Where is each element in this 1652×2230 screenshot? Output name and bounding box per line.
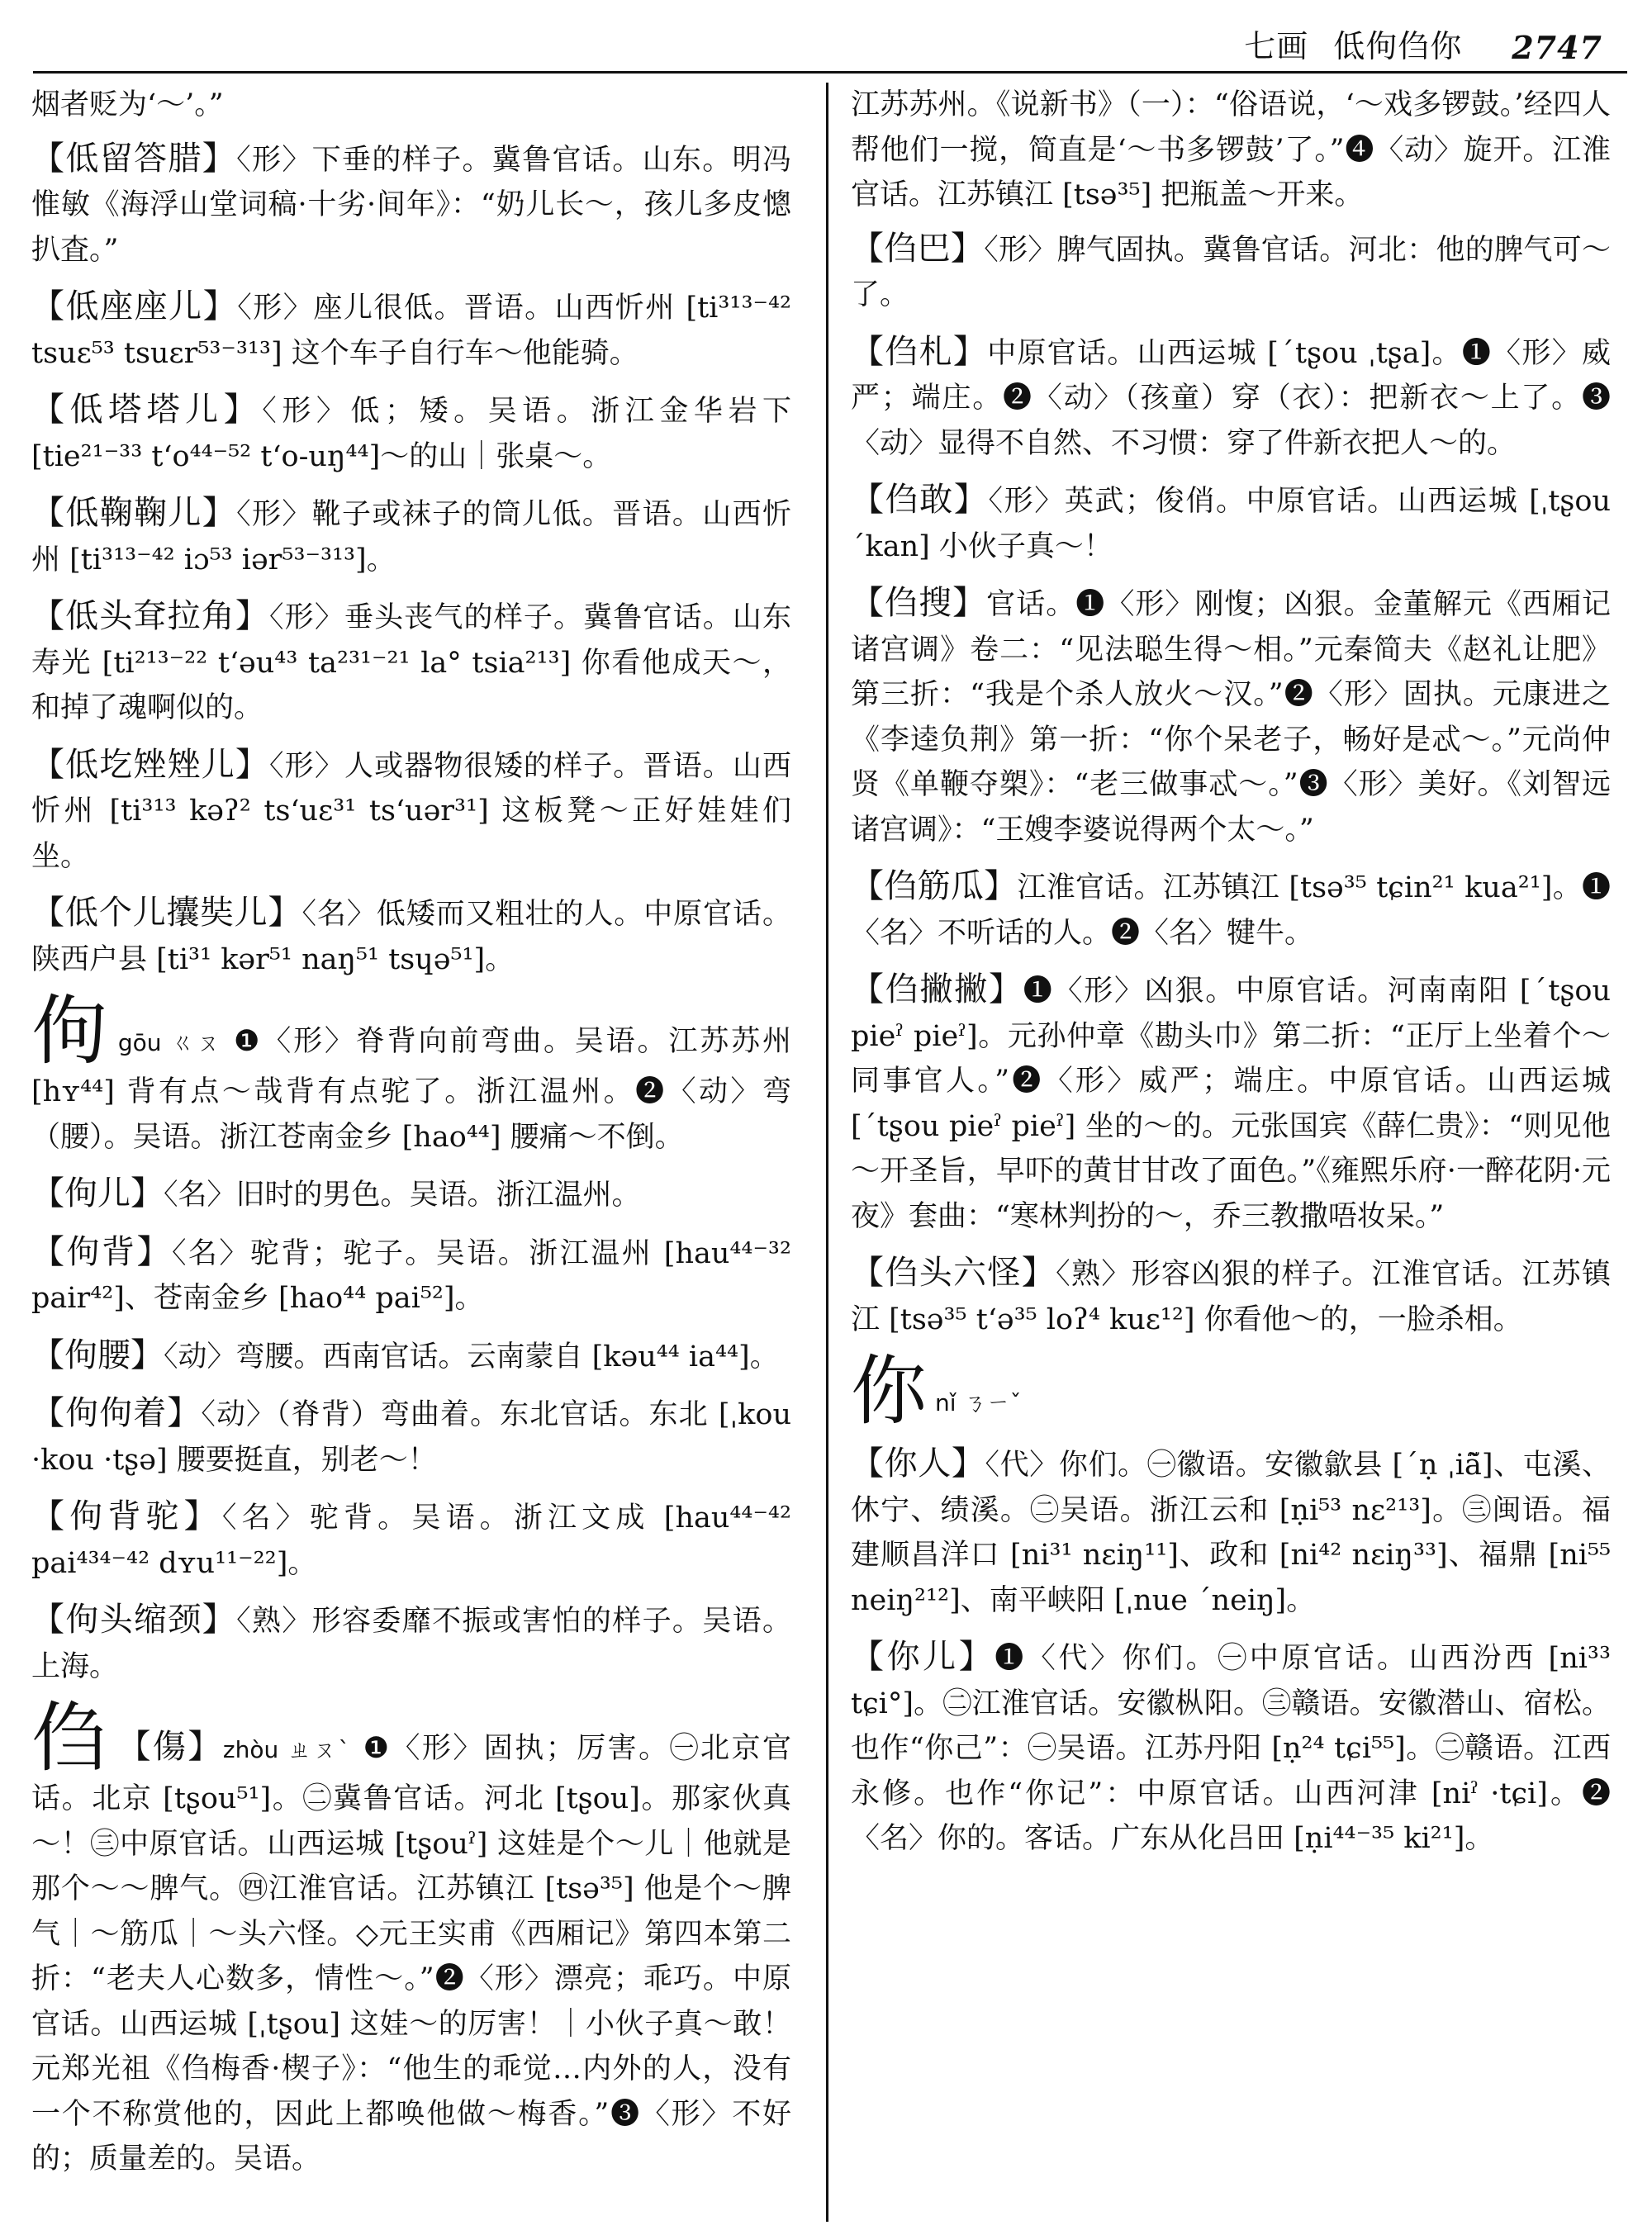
entry-headword: 【佝背驼】	[31, 1497, 222, 1535]
word-entry	[851, 1250, 1611, 1342]
word-entry	[851, 581, 1611, 852]
entry-continuation	[851, 83, 1611, 218]
header-rule	[33, 71, 1627, 74]
entry-headword: 【㑇撇撇】	[851, 970, 1023, 1008]
word-entry	[851, 1441, 1611, 1623]
word-entry	[31, 136, 791, 273]
character-entry	[31, 1694, 791, 2182]
entry-definition: 江苏苏州。《说新书》（一）：“俗语说，‘～戏多锣鼓。’经四人帮他们一搅，简直是‘～书多锣鼓’了。”❹〈动〉旋开。江淮官话。江苏镇江 [tsə³⁵] 把瓶盖～开来。	[851, 88, 1611, 211]
entry-headword: 【低留答腊】	[31, 139, 237, 178]
entry-definition: ❶〈形〉凶狠。中原官话。河南南阳 [ˊtʂou pieˀ pieˀ]。元孙仲章《勘头巾》第二折：“正厅上坐着个～同事官人。”❷〈形〉威严；端庄。中原官话。山西运城 [ˊtʂou pieˀ pieˀ] 坐的～的。元张国宾《薛仁贵》：“则见他～开圣旨，早吓的黄甘甘改了面色。”《雍熙乐府·一醉花阴·元夜》套曲：“寒林判扮的～，乔三教撒唔妆呆。”	[851, 975, 1611, 1233]
header-characters: 低佝㑇你	[1333, 28, 1463, 64]
entry-definition: ❶〈形〉脊背向前弯曲。吴语。江苏苏州 [hʏ⁴⁴] 背有点～哉背有点驼了。浙江温州。❷〈动〉弯（腰）。吴语。浙江苍南金乡 [hao⁴⁴] 腰痛～不倒。	[31, 1025, 791, 1154]
entry-definition: 烟者贬为‘～’。”	[31, 88, 224, 121]
entry-headword: 【你儿】	[851, 1638, 995, 1676]
entry-definition: 〈形〉人或器物很矮的样子。晋语。山西忻州 [ti³¹³ kəʔ² tsʻuɛ³¹ tsʻuər³¹] 这板凳～正好娃娃们坐。	[31, 749, 791, 873]
word-entry	[851, 477, 1611, 569]
entry-headword: 【佝头缩颈】	[31, 1601, 237, 1639]
entry-definition: 〈名〉驼背。吴语。浙江文成 [hau⁴⁴⁻⁴² pai⁴³⁴⁻⁴² dʏu¹¹⁻²²]。	[31, 1502, 791, 1580]
word-entry	[851, 226, 1611, 318]
word-entry	[31, 594, 791, 731]
entry-headword: 【㑇敢】	[851, 481, 989, 519]
word-entry	[31, 491, 791, 582]
word-entry	[31, 890, 791, 982]
word-entry	[31, 1597, 791, 1689]
entry-definition: ❶〈形〉固执；厉害。㊀北京官话。北京 [tʂou⁵¹]。㊁冀鲁官话。河北 [tʂou]。那家伙真～！㊂中原官话。山西运城 [tʂouˀ] 这娃是个～儿｜他就是那个～～脾气。㊃江淮官话。江苏镇江 [tsə³⁵] 他是个～脾气｜～筋瓜｜～头六怪。◇元王实甫《西厢记》第四本第二折：“老夫人心数多，情性～。”❷〈形〉漂亮；乖巧。中原官话。山西运城 [ˌtʂou] 这娃～的厉害！｜小伙子真～敢！元郑光祖《㑇梅香·楔子》：“他生的乖觉…内外的人，没有一个不称赏他的，因此上都唤他做～梅香。”❸〈形〉不好的；质量差的。吴语。	[31, 1732, 791, 2175]
entry-definition: 〈动〉弯腰。西南官话。云南蒙自 [kəu⁴⁴ ia⁴⁴]。	[164, 1340, 779, 1374]
entry-headword: 【低鞠鞠儿】	[31, 494, 237, 532]
word-entry	[31, 1333, 791, 1380]
word-entry	[851, 1635, 1611, 1862]
character-entry	[851, 1347, 1611, 1435]
entry-definition: 〈形〉脾气固执。冀鲁官话。河北：他的脾气可～了。	[851, 233, 1611, 311]
word-entry	[851, 864, 1611, 956]
word-entry	[851, 330, 1611, 467]
character-headword: 佝	[31, 987, 110, 1075]
entry-definition: 〈熟〉形容委靡不振或害怕的样子。吴语。上海。	[31, 1605, 791, 1683]
word-entry	[31, 743, 791, 880]
right-column	[851, 83, 1611, 2213]
page-number: 2747	[1512, 29, 1602, 66]
character-entry	[31, 987, 791, 1160]
entry-continuation	[31, 83, 791, 128]
entry-headword: 【㑇筋瓜】	[851, 867, 1018, 905]
column-divider	[826, 83, 828, 2222]
entry-definition: 〈形〉靴子或袜子的筒儿低。晋语。山西忻州 [ti³¹³⁻⁴² iɔ⁵³ iər⁵³⁻³¹³]。	[31, 498, 791, 576]
word-entry	[851, 967, 1611, 1239]
entry-headword: 【低个儿攮奘儿】	[31, 894, 302, 932]
entry-headword: 【佝腰】	[31, 1336, 164, 1374]
entry-definition: 〈形〉下垂的样子。冀鲁官话。山东。明冯惟敏《海浮山堂词稿·十劣·间年》：“奶儿长～，孩儿多皮憁扒査。”	[31, 143, 791, 267]
entry-definition: 官话。❶〈形〉刚愎；凶狠。金董解元《西厢记诸宫调》卷二：“见法聪生得～相。”元秦简夫《赵礼让肥》第三折：“我是个杀人放火～汉。”❷〈形〉固执。元康进之《李逵负荆》第一折：“你个呆老子，畅好是忒～。”元尚仲贤《单鞭夺槊》：“老三做事忒～。”❸〈形〉美好。《刘智远诸宫调》：“王嫂李婆说得两个太～。”	[851, 588, 1611, 847]
word-entry	[31, 1230, 791, 1321]
entry-definition: 〈名〉旧时的男色。吴语。浙江温州。	[164, 1179, 641, 1212]
pronunciation: zhòu ㄓㄡˋ	[222, 1736, 352, 1763]
entry-definition: 〈代〉你们。㊀徽语。安徽歙县 [ˊṇ ˌiã̃]、屯溪、休宁、绩溪。㊁吴语。浙江云和 [ṇi⁵³ nɛ²¹³]。㊂闽语。福建顺昌洋口 [ni³¹ nɛiŋ¹¹]、政和 [ni⁴² nɛiŋ³³]、福鼎 [ni⁵⁵ neiŋ²¹²]、南平峡阳 [ˌnue ˊneiŋ]。	[851, 1449, 1611, 1617]
entry-headword: 【㑇头六怪】	[851, 1254, 1056, 1292]
entry-headword: 【你人】	[851, 1445, 985, 1483]
entry-definition: 〈形〉英武；俊俏。中原官话。山西运城 [ˌtʂou ˊkan] 小伙子真～！	[851, 485, 1611, 563]
entry-definition: 〈名〉低矮而又粗壮的人。中原官话。陕西户县 [ti³¹ kər⁵¹ naŋ⁵¹ tsɥə⁵¹]。	[31, 898, 791, 976]
entry-definition: 〈形〉低；矮。吴语。浙江金华岩下 [tie²¹⁻³³ tʻo⁴⁴⁻⁵² tʻo-uŋ⁴⁴]～的山｜张桌～。	[31, 395, 791, 473]
entry-headword: 【傷】	[117, 1728, 223, 1766]
entry-definition: 〈形〉垂头丧气的样子。冀鲁官话。山东寿光 [ti²¹³⁻²² tʻəu⁴³ ta²³¹⁻²¹ la° tsia²¹³] 你看他成天～，和掉了魂啊似的。	[31, 601, 791, 724]
left-column	[31, 83, 791, 2213]
entry-definition: 江淮官话。江苏镇江 [tsə³⁵ tɕin²¹ kua²¹]。❶〈名〉不听话的人。❷〈名〉犍牛。	[851, 871, 1611, 950]
word-entry	[31, 1391, 791, 1483]
entry-headword: 【低圪矬矬儿】	[31, 745, 270, 784]
section-label: 七画	[1244, 28, 1309, 64]
running-header	[50, 17, 1602, 66]
word-entry	[31, 284, 791, 376]
entry-definition: 〈动〉（脊背）弯曲着。东北官话。东北 [ˌkou ·kou ·tʂə] 腰要挺直，别老～！	[31, 1398, 791, 1477]
entry-headword: 【低塔塔儿】	[31, 391, 263, 429]
entry-definition: 〈熟〉形容凶狠的样子。江淮官话。江苏镇江 [tsə³⁵ tʻə³⁵ loʔ⁴ kuɛ¹²] 你看他～的，一脸杀相。	[851, 1258, 1611, 1336]
character-headword: 㑇	[31, 1694, 110, 1782]
entry-definition: 〈形〉座儿很低。晋语。山西忻州 [ti³¹³⁻⁴² tsuɛ⁵³ tsuɛr⁵³⁻³¹³] 这个车子自行车～他能骑。	[31, 292, 791, 370]
pronunciation: gōu ㄍㄡ	[117, 1029, 222, 1056]
character-headword: 你	[851, 1347, 928, 1435]
entry-headword: 【㑇札】	[851, 332, 988, 371]
entry-definition: ❶〈代〉你们。㊀中原官话。山西汾西 [ni³³ tɕi°]。㊁江淮官话。安徽枞阳。㊂赣语。安徽潜山、宿松。也作“你己”：㊀吴语。江苏丹阳 [ṇ²⁴ tɕi⁵⁵]。㊁赣语。江西永修。也作“你记”：中原官话。山西河津 [niˀ ·tɕi]。❷〈名〉你的。客话。广东从化吕田 [ṇi⁴⁴⁻³⁵ ki²¹]。	[851, 1642, 1611, 1855]
entry-headword: 【㑇巴】	[851, 229, 985, 268]
entry-definition: 中原官话。山西运城 [ˊtʂou ˌtʂa]。❶〈形〉威严；端庄。❷〈动〉（孩童）穿（衣）：把新衣～上了。❸〈动〉显得不自然、不习惯：穿了件新衣把人～的。	[851, 336, 1611, 460]
entry-headword: 【佝儿】	[31, 1174, 164, 1212]
pronunciation: nǐ ㄋㄧˇ	[935, 1389, 1022, 1416]
entry-definition: 〈名〉驼背；驼子。吴语。浙江温州 [hau⁴⁴⁻³² pair⁴²]、苍南金乡 [hao⁴⁴ pai⁵²]。	[31, 1236, 791, 1315]
entry-headword: 【㑇搜】	[851, 584, 987, 622]
entry-headword: 【佝佝着】	[31, 1394, 202, 1432]
word-entry	[31, 1494, 791, 1586]
entry-headword: 【佝背】	[31, 1232, 172, 1271]
entry-headword: 【低座座儿】	[31, 287, 238, 325]
word-entry	[31, 387, 791, 479]
word-entry	[31, 1171, 791, 1218]
entry-headword: 【低头耷拉角】	[31, 597, 270, 635]
